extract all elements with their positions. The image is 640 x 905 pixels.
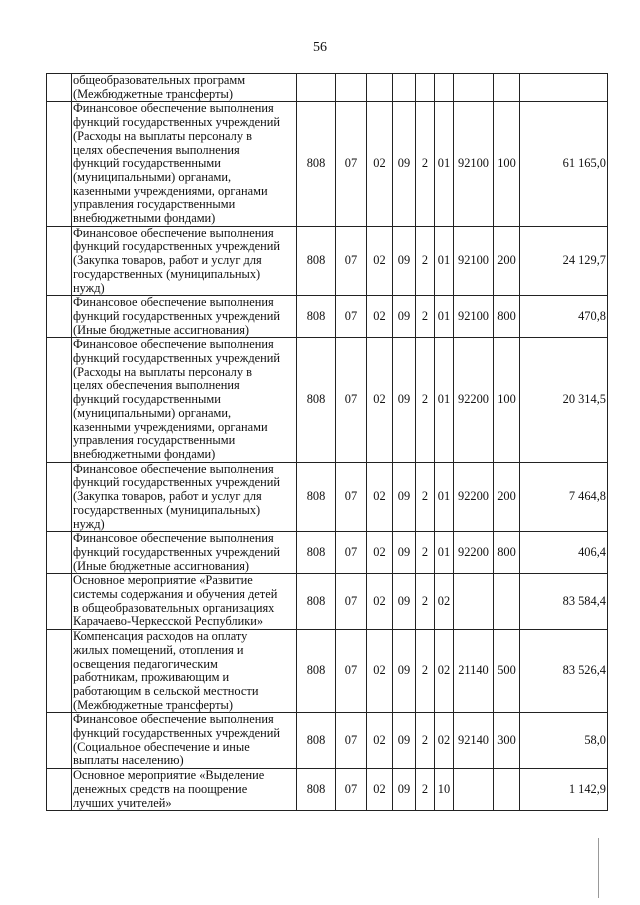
subprogram-code-cell: 2 [416,769,435,811]
expense-name-cell: Финансовое обеспечение выполнения функций государственных учреждений (Социальное обеспечение и иные выплаты населению) [72,713,297,769]
row-number-cell [47,769,72,811]
subsection-code-cell: 02 [367,102,393,226]
direction-code-cell: 21140 [454,630,494,713]
amount-cell: 470,8 [520,296,608,338]
subsection-code-cell: 02 [367,630,393,713]
row-number-cell [47,226,72,296]
subsection-code-cell: 02 [367,338,393,462]
subprogram-code-cell: 2 [416,338,435,462]
expense-name-cell: Финансовое обеспечение выполнения функций государственных учреждений (Расходы на выплаты персоналу в целях обеспечения выполнения функций государственными (муниципальными) органами, казенными учреждениями, органами управления государственными внебюджетными фондами) [72,338,297,462]
department-code-cell: 808 [297,630,336,713]
event-code-cell: 02 [435,713,454,769]
department-code-cell [297,74,336,102]
subprogram-code-cell: 2 [416,574,435,630]
event-code-cell [435,74,454,102]
section-code-cell: 07 [336,338,367,462]
expense-name-cell: Финансовое обеспечение выполнения функций государственных учреждений (Иные бюджетные ассигнования) [72,296,297,338]
expense-name-cell: Финансовое обеспечение выполнения функций государственных учреждений (Закупка товаров, работ и услуг для государственных (муниципальных) нужд) [72,226,297,296]
event-code-cell: 01 [435,226,454,296]
expense-name-cell: Основное мероприятие «Развитие системы содержания и обучения детей в общеобразовательных организациях Карачаево-Черкесской Республики» [72,574,297,630]
expense-type-code-cell: 200 [494,462,520,532]
table-row [47,462,608,532]
subsection-code-cell: 02 [367,226,393,296]
direction-code-cell: 92100 [454,296,494,338]
subsection-code-cell: 02 [367,296,393,338]
expense-name-cell: Основное мероприятие «Выделение денежных средств на поощрение лучших учителей» [72,769,297,811]
table-row [47,532,608,574]
direction-code-cell: 92100 [454,226,494,296]
amount-cell: 1 142,9 [520,769,608,811]
department-code-cell: 808 [297,574,336,630]
section-code-cell: 07 [336,532,367,574]
direction-code-cell [454,769,494,811]
direction-code-cell: 92200 [454,338,494,462]
program-code-cell: 09 [393,226,416,296]
expense-type-code-cell: 100 [494,338,520,462]
subprogram-code-cell: 2 [416,102,435,226]
subprogram-code-cell: 2 [416,630,435,713]
section-code-cell: 07 [336,102,367,226]
expense-type-code-cell [494,574,520,630]
table-row [47,74,608,102]
event-code-cell: 02 [435,630,454,713]
row-number-cell [47,574,72,630]
table-row [47,713,608,769]
expense-name-cell: Финансовое обеспечение выполнения функций государственных учреждений (Закупка товаров, работ и услуг для государственных (муниципальных) нужд) [72,462,297,532]
section-code-cell: 07 [336,226,367,296]
scan-edge-line [598,838,599,898]
amount-cell [520,74,608,102]
subprogram-code-cell: 2 [416,532,435,574]
department-code-cell: 808 [297,338,336,462]
subsection-code-cell: 02 [367,574,393,630]
direction-code-cell: 92100 [454,102,494,226]
subprogram-code-cell: 2 [416,462,435,532]
expense-type-code-cell: 300 [494,713,520,769]
expense-type-code-cell: 800 [494,532,520,574]
direction-code-cell [454,74,494,102]
row-number-cell [47,338,72,462]
table-row [47,296,608,338]
row-number-cell [47,630,72,713]
page-number: 56 [313,40,327,55]
program-code-cell: 09 [393,630,416,713]
subsection-code-cell: 02 [367,462,393,532]
program-code-cell: 09 [393,102,416,226]
expense-name-cell: общеобразовательных программ (Межбюджетные трансферты) [72,74,297,102]
subsection-code-cell [367,74,393,102]
department-code-cell: 808 [297,296,336,338]
department-code-cell: 808 [297,226,336,296]
department-code-cell: 808 [297,532,336,574]
subsection-code-cell: 02 [367,769,393,811]
row-number-cell [47,74,72,102]
section-code-cell: 07 [336,296,367,338]
expense-type-code-cell: 500 [494,630,520,713]
direction-code-cell [454,574,494,630]
department-code-cell: 808 [297,462,336,532]
table-row [47,338,608,462]
subprogram-code-cell: 2 [416,713,435,769]
table-row [47,630,608,713]
department-code-cell: 808 [297,769,336,811]
table-row [47,102,608,226]
subprogram-code-cell: 2 [416,226,435,296]
row-number-cell [47,462,72,532]
section-code-cell: 07 [336,462,367,532]
program-code-cell [393,74,416,102]
amount-cell: 58,0 [520,713,608,769]
amount-cell: 24 129,7 [520,226,608,296]
event-code-cell: 10 [435,769,454,811]
table-row [47,574,608,630]
section-code-cell: 07 [336,574,367,630]
subsection-code-cell: 02 [367,713,393,769]
amount-cell: 20 314,5 [520,338,608,462]
section-code-cell [336,74,367,102]
subprogram-code-cell [416,74,435,102]
table-row [47,769,608,811]
section-code-cell: 07 [336,630,367,713]
section-code-cell: 07 [336,713,367,769]
amount-cell: 83 584,4 [520,574,608,630]
program-code-cell: 09 [393,296,416,338]
table-row [47,226,608,296]
event-code-cell: 01 [435,102,454,226]
amount-cell: 83 526,4 [520,630,608,713]
direction-code-cell: 92200 [454,532,494,574]
expense-name-cell: Компенсация расходов на оплату жилых помещений, отопления и освещения педагогическим работникам, проживающим и работающим в сельской местности (Межбюджетные трансферты) [72,630,297,713]
subprogram-code-cell: 2 [416,296,435,338]
row-number-cell [47,532,72,574]
amount-cell: 7 464,8 [520,462,608,532]
amount-cell: 61 165,0 [520,102,608,226]
department-code-cell: 808 [297,713,336,769]
expense-type-code-cell: 100 [494,102,520,226]
expense-name-cell: Финансовое обеспечение выполнения функций государственных учреждений (Расходы на выплаты персоналу в целях обеспечения выполнения функций государственными (муниципальными) органами, казенными учреждениями, органами управления государственными внебюджетными фондами) [72,102,297,226]
direction-code-cell: 92200 [454,462,494,532]
expense-type-code-cell [494,74,520,102]
event-code-cell: 01 [435,462,454,532]
expense-type-code-cell: 200 [494,226,520,296]
expense-type-code-cell: 800 [494,296,520,338]
event-code-cell: 01 [435,338,454,462]
program-code-cell: 09 [393,769,416,811]
section-code-cell: 07 [336,769,367,811]
expense-name-cell: Финансовое обеспечение выполнения функций государственных учреждений (Иные бюджетные ассигнования) [72,532,297,574]
budget-table [46,73,608,811]
row-number-cell [47,102,72,226]
department-code-cell: 808 [297,102,336,226]
row-number-cell [47,296,72,338]
event-code-cell: 01 [435,532,454,574]
direction-code-cell: 92140 [454,713,494,769]
program-code-cell: 09 [393,713,416,769]
program-code-cell: 09 [393,462,416,532]
row-number-cell [47,713,72,769]
program-code-cell: 09 [393,532,416,574]
event-code-cell: 01 [435,296,454,338]
program-code-cell: 09 [393,338,416,462]
expense-type-code-cell [494,769,520,811]
subsection-code-cell: 02 [367,532,393,574]
amount-cell: 406,4 [520,532,608,574]
event-code-cell: 02 [435,574,454,630]
program-code-cell: 09 [393,574,416,630]
